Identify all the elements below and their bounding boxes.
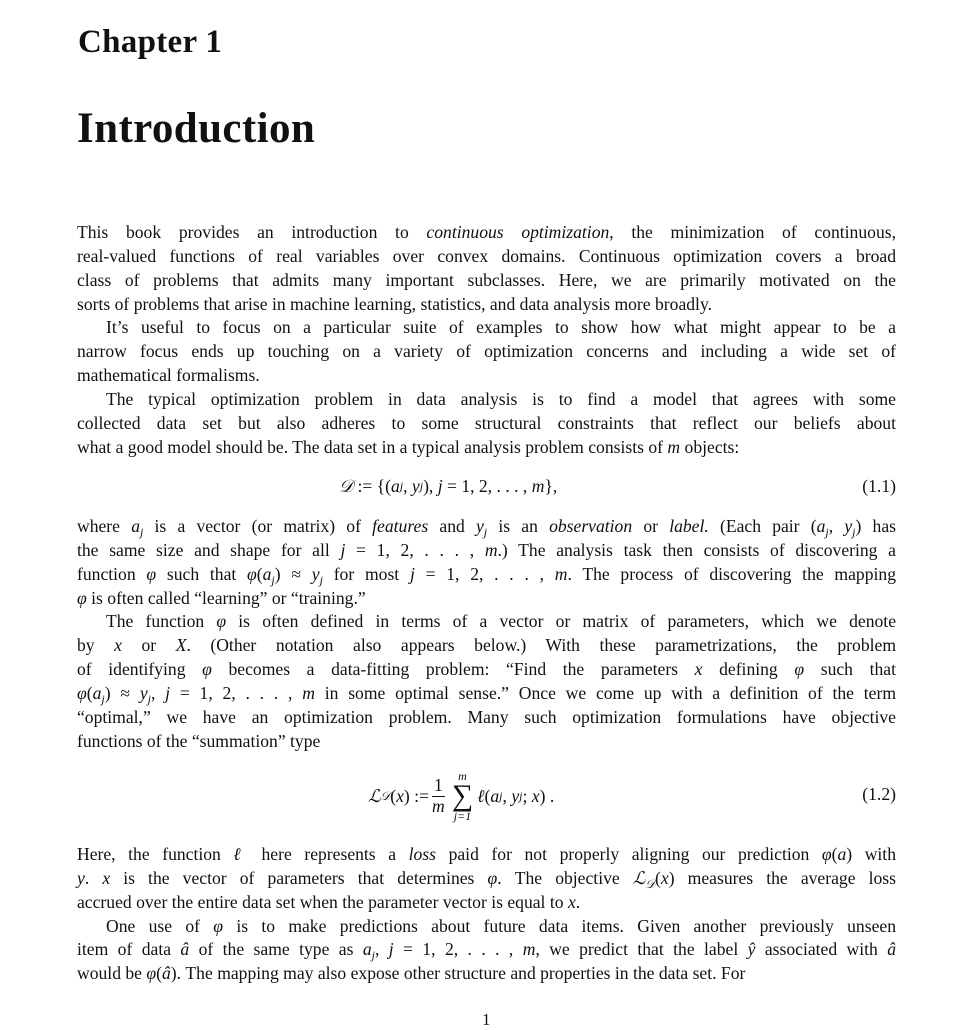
text-run: is the vector of parameters that determines [110, 867, 488, 888]
text-line [77, 436, 896, 460]
eq-text: ( [390, 785, 397, 806]
chapter-title: Introduction [77, 105, 316, 152]
text-run: associated with [755, 939, 888, 960]
text-line [77, 412, 896, 436]
text-run: ( [86, 682, 93, 703]
italic-run: X [175, 635, 187, 656]
eq-symbol: m [531, 476, 545, 496]
text-run: defining [702, 659, 795, 680]
text-run: of identifying [77, 659, 203, 680]
eq-text: ) . [539, 785, 555, 806]
text-run: is often defined in terms of a vector or matrix of parameters, which we denote [226, 611, 897, 632]
eq-symbol: x [531, 785, 540, 806]
text-run: in some optimal sense.” Once we come up with a definition of the term [314, 682, 897, 703]
page-number: 1 [482, 1010, 491, 1029]
text-line [77, 682, 896, 706]
subscript: j [101, 691, 105, 706]
italic-run: y [311, 563, 320, 584]
text-line [77, 316, 896, 340]
text-line [77, 938, 896, 962]
text-run: or [121, 635, 176, 656]
text-run: is a vector (or matrix) of [143, 516, 373, 536]
eq-text: := {( [353, 476, 391, 496]
paragraph [77, 221, 896, 316]
equation-number: (1.2) [862, 784, 896, 804]
text-run: is often called “learning” or “training.” [86, 587, 366, 608]
italic-run: ℒ [632, 867, 646, 888]
sum-upper-limit: m [458, 769, 467, 783]
italic-run: m [667, 436, 681, 457]
italic-run: φ [77, 587, 87, 608]
text-run: of the same type as [189, 939, 363, 960]
paragraph [77, 388, 896, 460]
text-run: narrow focus ends up touching on a variety of optimization concerns and including a wide set of [77, 341, 896, 362]
equation-number: (1.1) [862, 476, 896, 496]
text-run: what a good model should be. The data set in a typical analysis problem consists of [77, 436, 668, 457]
text-run: The function [106, 611, 217, 632]
text-run: ) ≈ [274, 563, 312, 584]
italic-run: a [362, 939, 372, 960]
text-run: ( [831, 844, 838, 864]
eq-text: = 1, 2, . . . , [442, 476, 532, 496]
text-run: . [84, 867, 103, 888]
equation-1-2 [77, 760, 896, 832]
paragraph [77, 316, 896, 388]
text-run: It’s useful to focus on a particular suite of examples to show how what might appear to be a [106, 317, 896, 338]
sum-lower-limit: j=1 [453, 809, 472, 823]
text-run: or [632, 516, 670, 536]
text-line [77, 245, 896, 269]
eq-symbol: a [490, 785, 500, 806]
text-run: such that [804, 659, 896, 680]
italic-run: y [844, 516, 853, 536]
equation-1-1 [77, 476, 896, 500]
text-run: for most [322, 563, 410, 584]
italic-run: y [475, 516, 484, 536]
eq-symbol: ℒ [368, 785, 381, 806]
italic-run: x [102, 867, 111, 888]
italic-run: x [114, 635, 122, 656]
paragraph [77, 915, 896, 987]
italic-run: m [302, 682, 315, 703]
italic-run: y [77, 867, 85, 888]
text-line [77, 962, 896, 986]
text-run: mathematical formalisms. [77, 365, 260, 386]
text-run: = 1, 2, . . . , [345, 539, 485, 560]
text-run: where [77, 516, 132, 536]
text-run: , [828, 516, 845, 536]
subscript: j [483, 525, 488, 539]
text-run: . The process of discovering the mapping [567, 563, 896, 584]
text-line [77, 340, 896, 364]
paragraph [77, 843, 896, 915]
italic-run: m [522, 939, 536, 960]
italic-run: j [340, 539, 346, 560]
italic-run: j [165, 682, 171, 703]
eq-symbol: a [390, 476, 400, 496]
subscript: j [147, 691, 151, 706]
text-line [77, 867, 896, 891]
text-run: .) The analysis task then consists of discovering a [497, 539, 896, 560]
italic-run: label. [669, 516, 709, 536]
eq-text: ) := [403, 785, 429, 806]
fraction [432, 776, 445, 816]
text-line [77, 364, 896, 388]
eq-subscript: j [519, 788, 523, 803]
text-run: . [575, 891, 581, 912]
italic-run: â [887, 939, 896, 960]
italic-run: a [262, 563, 272, 584]
eq-symbol: x [396, 785, 404, 806]
text-run: = 1, 2, . . . , [414, 563, 555, 584]
italic-run: j [388, 939, 394, 960]
text-line [77, 610, 896, 634]
eq-subscript: 𝒟 [380, 788, 391, 803]
italic-run: φ [146, 963, 157, 984]
italic-run: observation [549, 516, 633, 536]
text-run: . (Other notation also appears below.) With these parametrizations, the problem [186, 635, 897, 656]
text-line [77, 634, 896, 658]
text-run: , we predict that the label [535, 939, 748, 960]
text-run: Here, the function [77, 844, 234, 864]
subscript: j [852, 525, 856, 539]
text-line [77, 269, 896, 293]
text-run: ( [256, 563, 263, 584]
subscript: j [271, 572, 275, 587]
text-run: = 1, 2, . . . , [170, 682, 303, 703]
italic-run: x [694, 659, 703, 680]
text-run: by [77, 635, 115, 656]
italic-run: a [131, 516, 140, 536]
eq-symbol: 𝒟 [339, 476, 354, 496]
text-line [77, 658, 896, 682]
text-run: sorts of problems that arise in machine learning, statistics, and data analysis more broadly. [77, 293, 712, 314]
text-run: . The objective [497, 867, 633, 888]
summation [452, 770, 473, 822]
text-run: One use of [106, 915, 214, 936]
text-run: would be [77, 963, 147, 984]
text-line [77, 539, 896, 563]
text-run: ) with [846, 844, 896, 864]
text-block-2 [77, 515, 896, 753]
subscript: 𝒟 [645, 876, 656, 891]
eq-text: ; [522, 785, 532, 806]
eq-text: , [502, 785, 512, 806]
eq-subscript: j [499, 788, 503, 803]
text-run: here represents a [248, 844, 409, 864]
italic-run: φ [821, 844, 832, 864]
text-run: functions of the “summation” type [77, 730, 321, 751]
italic-run: loss [408, 844, 436, 864]
eq-text: ( [484, 785, 491, 806]
text-run: ( [655, 867, 661, 888]
text-run: collected data set but also adheres to some structural constraints that reflect our beliefs about [77, 412, 896, 433]
italic-run: φ [146, 563, 157, 584]
italic-run: y [139, 682, 148, 703]
text-run: ) measures the average loss [668, 867, 896, 888]
eq-subscript: j [399, 479, 404, 493]
text-run: , [374, 939, 389, 960]
chapter-label: Chapter 1 [78, 24, 223, 60]
text-run: objects: [680, 436, 740, 457]
italic-run: a [92, 682, 102, 703]
text-run: class of problems that admits many important subclasses. Here, we are primarily motivated on the [77, 269, 896, 290]
text-line [77, 221, 896, 245]
text-line [77, 515, 896, 539]
denominator: m [432, 795, 445, 816]
eq-symbol: y [411, 476, 420, 496]
italic-run: φ [202, 659, 212, 680]
italic-run: a [837, 844, 847, 864]
text-run: “optimal,” we have an optimization problem. Many such optimization formulations have objective [77, 706, 896, 727]
text-run: accrued over the entire data set when the parameter vector is equal to [77, 891, 568, 912]
eq-symbol: ℓ [477, 785, 485, 806]
subscript: j [319, 572, 323, 587]
text-line [77, 388, 896, 412]
text-run: paid for not properly aligning our prediction [436, 844, 822, 864]
text-line [77, 843, 896, 867]
paragraph [77, 610, 896, 753]
text-run: is to make predictions about future data items. Given another previously unseen [223, 915, 896, 936]
text-run: is an [487, 516, 550, 536]
subscript: j [139, 525, 144, 539]
text-run: ) ≈ [104, 682, 140, 703]
italic-run: φ [213, 915, 224, 936]
eq-symbol: y [511, 785, 520, 806]
eq-subscript: j [419, 479, 424, 493]
italic-run: φ [216, 611, 227, 632]
italic-run: x [660, 867, 669, 888]
text-line [77, 293, 896, 317]
subscript: j [825, 525, 829, 539]
italic-run: features [372, 516, 429, 536]
text-run: becomes a data-fitting problem: “Find the parameters [211, 659, 695, 680]
text-run: This book provides an introduction to [77, 222, 427, 242]
sum-icon: ∑ [451, 779, 474, 812]
text-run: the same size and shape for all [77, 539, 341, 560]
italic-run: ℓ [233, 844, 249, 864]
italic-run: φ [794, 659, 805, 680]
subscript: j [371, 948, 375, 963]
italic-run: â [180, 939, 190, 960]
italic-run: j [409, 563, 415, 584]
italic-run: φ [77, 682, 87, 703]
italic-run: â [161, 963, 171, 984]
text-line [77, 891, 896, 915]
text-run: and [428, 516, 476, 536]
text-run: ). The mapping may also expose other structure and properties in the data set. For [170, 963, 746, 984]
italic-run: a [816, 516, 826, 536]
text-line [77, 915, 896, 939]
text-line [77, 730, 896, 754]
text-block-1 [77, 221, 896, 459]
eq-text: , [403, 476, 412, 496]
text-run: , the minimization of continuous, [609, 222, 896, 242]
text-run: real-valued functions of real variables over convex domains. Continuous optimization covers a broad [77, 245, 896, 266]
italic-run: φ [487, 867, 498, 888]
numerator: 1 [434, 775, 443, 796]
eq-text: }, [544, 476, 558, 496]
text-line [77, 563, 896, 587]
text-run: such that [156, 563, 248, 584]
text-line [77, 587, 896, 611]
text-block-3 [77, 843, 896, 986]
text-line [77, 706, 896, 730]
italic-run: continuous optimization [426, 222, 610, 242]
text-run: , [150, 682, 166, 703]
text-run: (Each pair ( [708, 516, 817, 536]
text-run: item of data [77, 939, 181, 960]
italic-run: m [484, 539, 498, 560]
text-run: = 1, 2, . . . , [393, 939, 523, 960]
text-run: ) has [855, 516, 897, 536]
text-run: ( [156, 963, 162, 984]
text-run: The typical optimization problem in data analysis is to find a model that agrees with some [106, 388, 896, 409]
italic-run: φ [247, 563, 257, 584]
eq-symbol: j [437, 476, 443, 496]
paragraph [77, 515, 896, 610]
italic-run: m [554, 563, 568, 584]
text-run: function [77, 563, 147, 584]
italic-run: x [567, 891, 576, 912]
italic-run: ŷ [747, 939, 756, 960]
eq-text: ), [423, 476, 438, 496]
